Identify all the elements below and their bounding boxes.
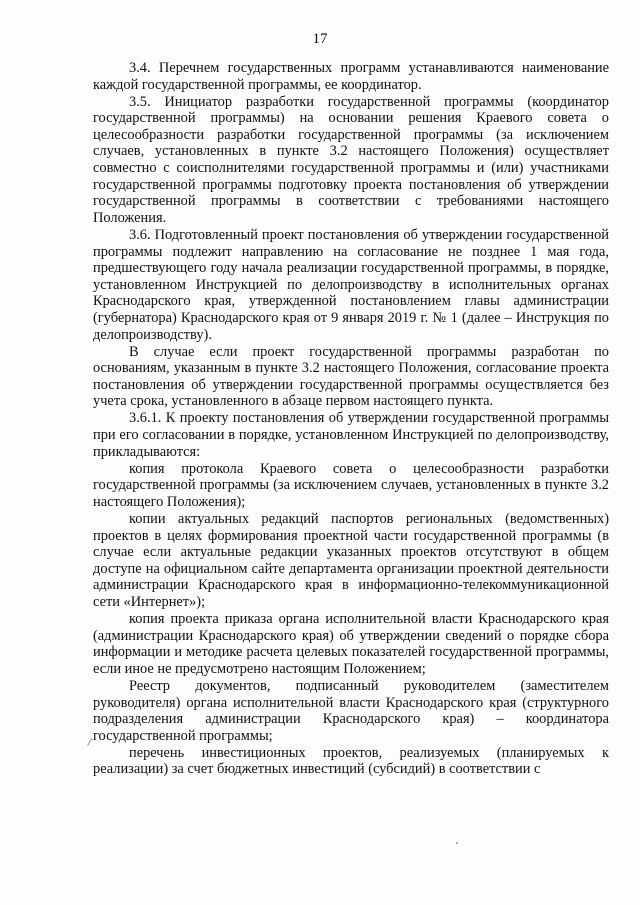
paragraph-3-5: 3.5. Инициатор разработки государственной программы (координатор государственной программы) на основании решения Краевого совета о целесообразности разработки государственной программы (за исключением случаев, установленных в пункте 3.2 настоящего Положения) осуществляет совместно с соисполнителями государственной программы и (или) участниками государственной программы подготовку проекта постановления об утверждении государственной программы в соответствии с требованиями настоящего Положения. [93, 93, 609, 226]
list-item-order-draft-copy: копия проекта приказа органа исполнительной власти Краснодарского края (администрации Краснодарского края) об утверждении сведений о порядке сбора информации и методике расчета целевых показателей государственной программы, если иное не предусмотрено настоящим Положением; [93, 611, 609, 677]
list-item-document-register: Реестр документов, подписанный руководителем (заместителем руководителя) органа исполнительной власти Краснодарского края (структурного подразделения администрации Краснодарского края) – координатора государственной программы; [93, 677, 609, 744]
scan-speck [456, 842, 458, 844]
paragraph-3-6-1: 3.6.1. К проекту постановления об утверждении государственной программы при его согласовании в порядке, установленном Инструкцией по делопроизводству, прикладываются: [93, 410, 609, 460]
page-number: 17 [312, 31, 328, 47]
paragraph-3-6-exception: В случае если проект государственной программы разработан по основаниям, указанным в пункте 3.2 настоящего Положения, согласование проекта постановления об утверждении государственной программы осуществляется без учета срока, установленного в абзаце первом настоящего пункта. [93, 343, 609, 410]
document-body [93, 60, 609, 778]
list-item-passport-copies: копии актуальных редакций паспортов региональных (ведомственных) проектов в целях формирования проектной части государственной программы (в случае если актуальные редакции указанных проектов отсутствуют в общем доступе на официальном сайте департамента организации проектной деятельности администрации Краснодарского края в информационно-телекоммуникационной сети «Интернет»); [93, 511, 609, 610]
list-item-protocol-copy: копия протокола Краевого совета о целесообразности разработки государственной программы (за исключением случаев, установленных в пункте 3.2 настоящего Положения); [93, 460, 609, 510]
margin-mark: / [86, 733, 94, 750]
list-item-investment-projects: перечень инвестиционных проектов, реализуемых (планируемых к реализации) за счет бюджетных инвестиций (субсидий) в соответствии с [93, 744, 609, 778]
paragraph-3-4: 3.4. Перечнем государственных программ устанавливаются наименование каждой государственной программы, ее координатор. [93, 60, 609, 93]
paragraph-3-6: 3.6. Подготовленный проект постановления об утверждении государственной программы подлежит направлению на согласование не позднее 1 мая года, предшествующего году начала реализации государственной программы, в порядке, установленном Инструкцией по делопроизводству в исполнительных органах Краснодарского края, утвержденной постановлением главы администрации (губернатора) Краснодарского края от 9 января 2019 г. № 1 (далее – Инструкция по делопроизводству). [93, 226, 609, 343]
